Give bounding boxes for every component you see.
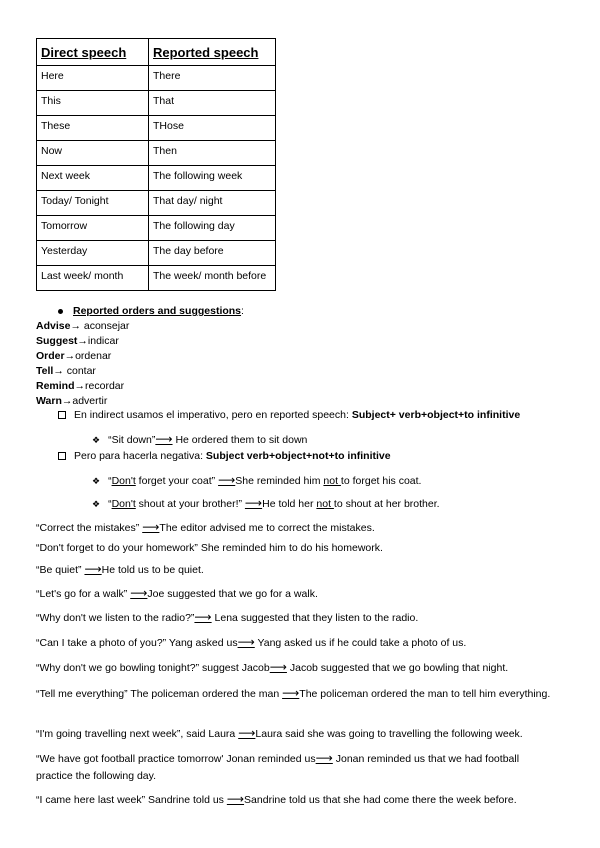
reported-text: He ordered them to sit down <box>172 434 308 446</box>
example-negative-2 <box>92 496 440 510</box>
verb-word: Warn <box>36 395 62 407</box>
arrow-icon: ⟶ <box>226 792 245 806</box>
rule-affirmative <box>58 409 520 421</box>
rule-formula: Subject verb+object+not+to infinitive <box>205 450 391 462</box>
table-cell: Last week/ month <box>37 266 149 291</box>
section-heading <box>58 305 244 317</box>
arrow-icon: → <box>77 335 88 347</box>
reported-text: Jacob suggested that we go bowling that night. <box>286 662 509 674</box>
arrow-icon: → <box>53 365 67 377</box>
sentence-line <box>36 586 318 600</box>
rule-negative <box>58 450 391 462</box>
table-row <box>37 241 276 266</box>
reported-text: She reminded him <box>235 475 324 487</box>
arrow-icon: ⟶ <box>142 520 160 534</box>
table-cell: Here <box>37 66 149 91</box>
sentence-line <box>36 685 551 703</box>
table-row <box>37 116 276 141</box>
reported-text: The editor advised me to correct the mistakes. <box>159 522 375 534</box>
direct-quote: “Tell me everything” The policeman ordered the man <box>36 688 283 700</box>
verb-line <box>36 335 119 347</box>
sentence-line <box>36 726 523 740</box>
table-cell: These <box>37 116 149 141</box>
arrow-icon: ⟶ <box>130 586 148 600</box>
rule-text: En indirect usamos el imperativo, pero en reported speech: <box>74 409 352 421</box>
reported-text: Lena suggested that they listen to the radio. <box>211 612 419 624</box>
table-row <box>37 266 276 291</box>
arrow-icon: ⟶ <box>244 496 263 510</box>
arrow-icon: ⟶ <box>218 473 236 487</box>
direct-quote: “Let's go for a walk” <box>36 588 131 600</box>
arrow-icon: ⟶ <box>155 432 173 446</box>
direct-quote: “Why don't we listen to the radio?” <box>36 612 195 624</box>
table-cell: Now <box>37 141 149 166</box>
sentence-line <box>36 792 517 806</box>
direct-quote: “Can I take a photo of you?” Yang asked us <box>36 637 238 649</box>
verb-meaning: advertir <box>72 395 108 407</box>
arrow-icon: → <box>64 350 76 362</box>
verb-line <box>36 380 124 392</box>
diamond-bullet-icon: ❖ <box>92 476 101 486</box>
table-row <box>37 216 276 241</box>
table-cell: The day before <box>149 241 276 266</box>
sentence-line <box>36 520 375 534</box>
rule-text: Pero para hacerla negativa: <box>74 450 206 462</box>
verb-meaning: aconsejar <box>83 320 130 332</box>
table-cell: That <box>149 91 276 116</box>
diamond-bullet-icon: ❖ <box>92 435 101 445</box>
reported-text: He told her <box>262 498 317 510</box>
table-row <box>37 91 276 116</box>
table-row <box>37 166 276 191</box>
reported-text: Yang asked us if he could take a photo of us. <box>254 637 467 649</box>
example-affirmative <box>92 432 307 446</box>
table-cell: Next week <box>37 166 149 191</box>
direct-quote: “Why don't we go bowling tonight?” suggest Jacob <box>36 662 270 674</box>
header-direct-speech: Direct speech <box>37 39 149 66</box>
arrow-icon: ⟶ <box>282 686 300 700</box>
arrow-icon: → <box>70 320 84 332</box>
verb-meaning: recordar <box>85 380 125 392</box>
table-cell: This <box>37 91 149 116</box>
section-heading-colon: : <box>241 305 244 317</box>
quote-open: “ <box>108 498 112 510</box>
dont-word: Don't <box>111 475 136 487</box>
table-cell: That day/ night <box>149 191 276 216</box>
arrow-icon: ⟶ <box>194 610 212 624</box>
verb-line <box>36 320 129 332</box>
reported-text: He told us to be quiet. <box>101 564 204 576</box>
verb-word: Tell <box>36 365 54 377</box>
direct-quote: shout at your brother!” <box>135 498 245 510</box>
verb-meaning: ordenar <box>75 350 112 362</box>
sentence-line <box>36 610 418 624</box>
verb-line <box>36 395 107 407</box>
verb-word: Order <box>36 350 65 362</box>
table-cell: Today/ Tonight <box>37 191 149 216</box>
section-heading-text: Reported orders and suggestions <box>73 305 242 317</box>
reported-text-end: to forget his coat. <box>340 475 422 487</box>
checkbox-bullet-icon <box>58 452 66 460</box>
table-cell: Tomorrow <box>37 216 149 241</box>
verb-word: Remind <box>36 380 75 392</box>
verb-meaning: indicar <box>87 335 119 347</box>
arrow-icon: ⟶ <box>237 635 255 649</box>
example-negative-1 <box>92 473 421 487</box>
rule-formula: Subject+ verb+object+to infinitive <box>351 409 521 421</box>
direct-quote: “Don't forget to do your homework” She reminded him to do his homework. <box>36 542 383 554</box>
verb-word: Advise <box>36 320 71 332</box>
checkbox-bullet-icon <box>58 411 66 419</box>
verb-line <box>36 365 96 377</box>
arrow-icon: → <box>74 380 86 392</box>
sentence-line <box>36 660 508 674</box>
reported-text: Sandrine told us that she had come there the week before. <box>244 794 517 806</box>
direct-quote: “I'm going travelling next week”, said Laura <box>36 728 239 740</box>
table-cell: Yesterday <box>37 241 149 266</box>
direct-quote: “Be quiet” <box>36 564 85 576</box>
reported-text-end: to shout at her brother. <box>333 498 440 510</box>
sentence-line <box>36 635 466 649</box>
sentence-line <box>36 562 204 576</box>
direct-quote: forget your coat” <box>135 475 219 487</box>
table-cell: THose <box>149 116 276 141</box>
verb-line <box>36 350 111 362</box>
bullet-dot-icon <box>58 309 63 314</box>
sentence-line <box>36 750 551 785</box>
not-word: not <box>316 498 334 510</box>
table-cell: There <box>149 66 276 91</box>
table-cell: The week/ month before <box>149 266 276 291</box>
verb-word: Suggest <box>36 335 78 347</box>
direct-quote: “Sit down” <box>108 434 156 446</box>
sentence-line <box>36 540 383 554</box>
arrow-icon: ⟶ <box>238 726 256 740</box>
reported-text: Jonan reminded us that we had football practice the following day. <box>36 753 520 782</box>
arrow-icon: ⟶ <box>84 562 102 576</box>
arrow-icon: ⟶ <box>269 660 287 674</box>
direct-quote: “Correct the mistakes” <box>36 522 143 534</box>
table-row <box>37 66 276 91</box>
arrow-icon: → <box>61 395 73 407</box>
table-row <box>37 141 276 166</box>
not-word: not <box>323 475 341 487</box>
table-cell: The following week <box>149 166 276 191</box>
direct-quote: “We have got football practice tomorrow' Jonan reminded us <box>36 753 316 765</box>
diamond-bullet-icon: ❖ <box>92 499 101 509</box>
table-cell: The following day <box>149 216 276 241</box>
direct-quote: “I came here last week” Sandrine told us <box>36 794 227 806</box>
reported-text: Laura said she was going to travelling the following week. <box>255 728 523 740</box>
quote-open: “ <box>108 475 112 487</box>
verb-meaning: contar <box>66 365 96 377</box>
dont-word: Don't <box>111 498 136 510</box>
header-reported-speech: Reported speech <box>149 39 276 66</box>
table-header-row <box>37 39 276 66</box>
direct-reported-table <box>36 38 276 291</box>
table-row <box>37 191 276 216</box>
reported-text: The policeman ordered the man to tell him everything. <box>299 688 551 700</box>
table-cell: Then <box>149 141 276 166</box>
reported-text: Joe suggested that we go for a walk. <box>147 588 318 600</box>
arrow-icon: ⟶ <box>315 751 333 765</box>
